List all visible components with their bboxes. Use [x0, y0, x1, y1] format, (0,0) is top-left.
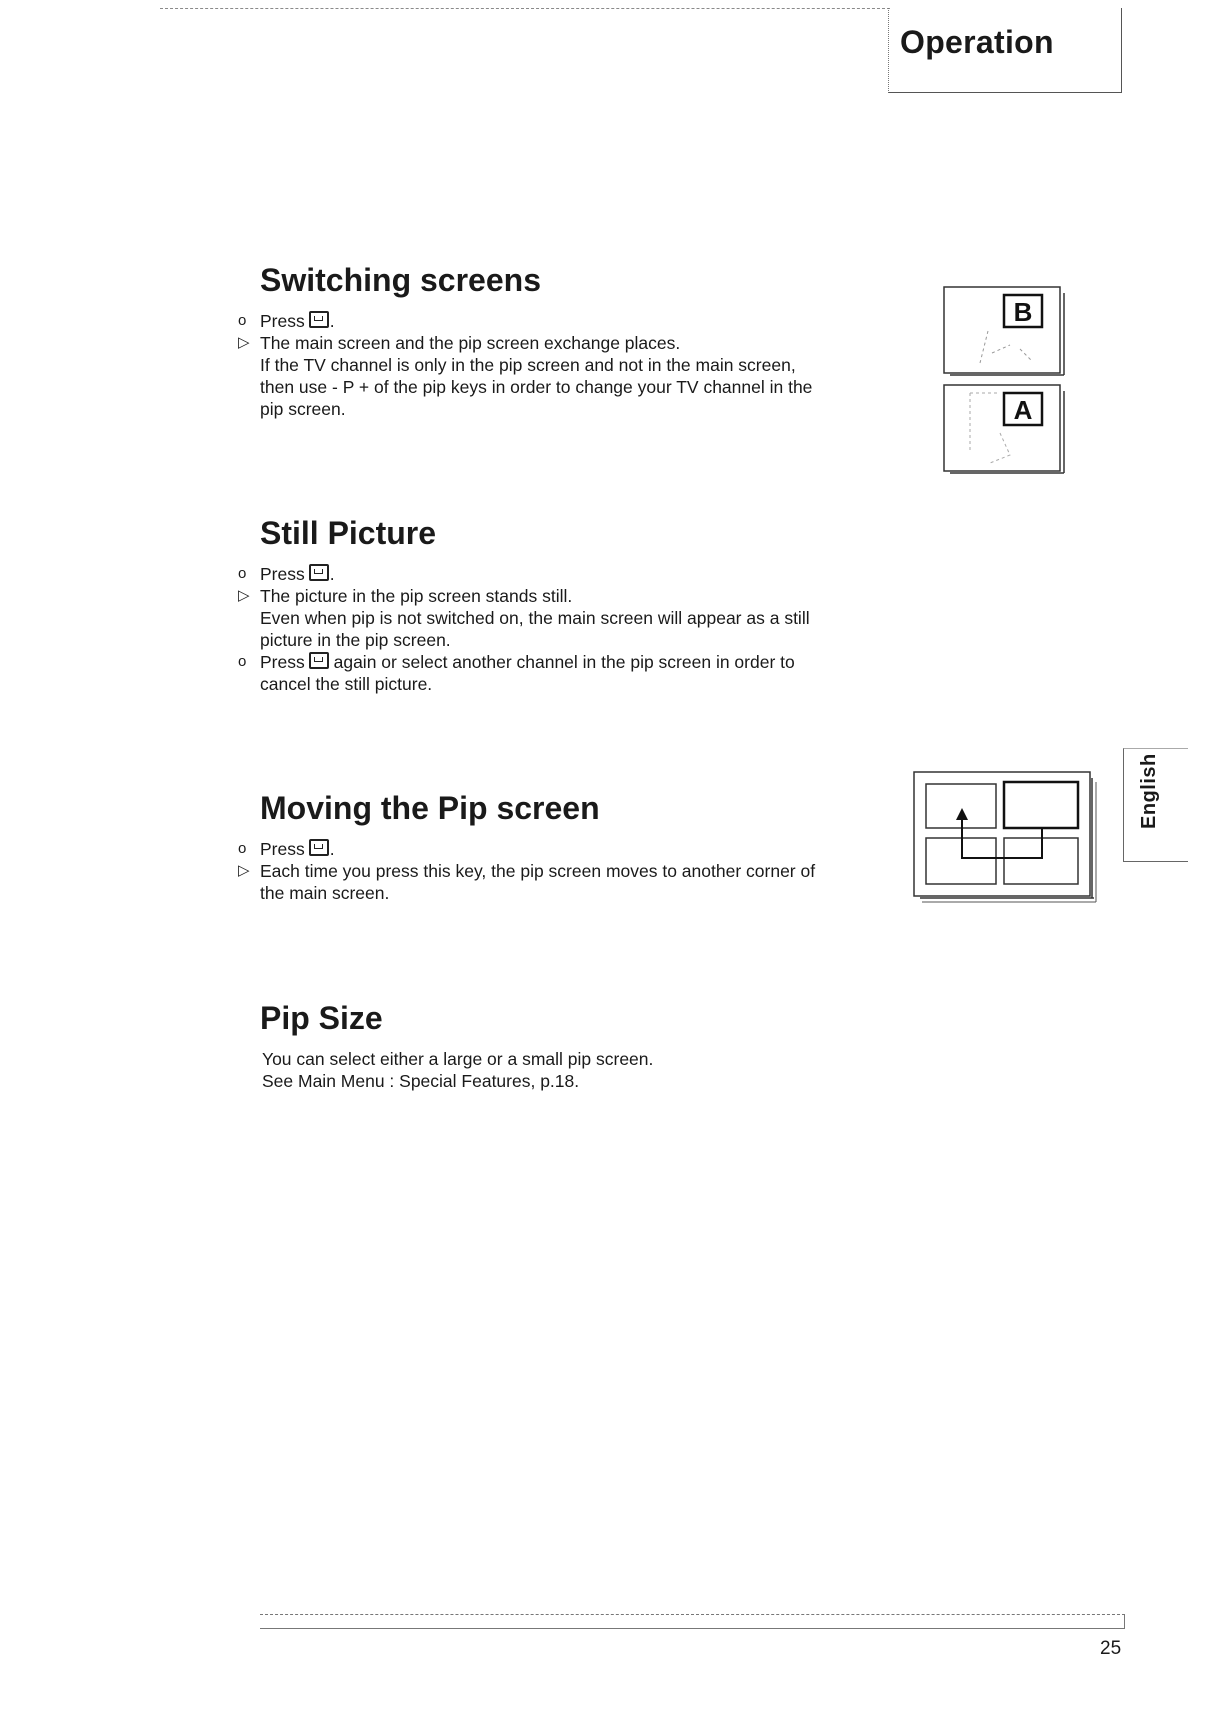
page-number: 25 [1100, 1638, 1122, 1659]
still-key-icon [309, 652, 329, 669]
step-line: Press . [260, 564, 335, 584]
footer-rule-cap [1124, 1614, 1125, 1628]
section-heading: Still Picture [260, 515, 437, 551]
step-line: pip screen. [260, 399, 346, 419]
section-heading: Pip Size [260, 1000, 383, 1036]
step-marker: o [238, 653, 247, 670]
section-heading: Moving the Pip screen [260, 790, 600, 826]
move-path-arrow [962, 816, 1042, 858]
step-marker: ▷ [238, 862, 250, 879]
section-heading: Switching screens [260, 262, 541, 298]
body-line: You can select either a large or a small pip screen. [262, 1049, 654, 1069]
step-line: Each time you press this key, the pip screen moves to another corner of [260, 861, 816, 881]
move-key-icon [309, 839, 329, 856]
figure-label-a: A [1013, 395, 1033, 425]
step-line: cancel the still picture. [260, 674, 433, 694]
step-text: Press [260, 652, 305, 672]
step-line [260, 651, 795, 673]
swap-key-icon [309, 311, 329, 328]
step-marker: o [238, 565, 247, 582]
step-line: Press . [260, 311, 335, 331]
step-text: Press [260, 564, 305, 584]
step-marker: o [238, 840, 247, 857]
top-rule [160, 8, 890, 9]
page-title: Operation [900, 24, 1054, 60]
body-line: See Main Menu : Special Features, p.18. [262, 1071, 580, 1091]
step-line: The main screen and the pip screen exchange places. [260, 333, 681, 353]
still-key-icon [309, 564, 329, 581]
step-marker: o [238, 312, 247, 329]
figure-label-b: B [1013, 297, 1033, 327]
language-label: English [1138, 753, 1160, 829]
step-line: picture in the pip screen. [260, 630, 451, 650]
swap-screens-figure [940, 283, 1070, 478]
step-line: The picture in the pip screen stands still. [260, 586, 573, 606]
step-line: If the TV channel is only in the pip screen and not in the main screen, [260, 355, 796, 375]
pip-corner-figure [912, 770, 1102, 905]
footer-rule [260, 1628, 1125, 1629]
step-line: Even when pip is not switched on, the main screen will appear as a still [260, 608, 810, 628]
step-line: then use - P + of the pip keys in order to change your TV channel in the [260, 377, 813, 397]
step-text: Press [260, 311, 305, 331]
step-marker: ▷ [238, 334, 250, 351]
pip-corner-top-right [1004, 782, 1078, 828]
step-text: again or select another channel in the pip screen in order to [333, 652, 795, 672]
step-text: Press [260, 839, 305, 859]
language-tab [1123, 748, 1188, 862]
step-line: the main screen. [260, 883, 390, 903]
step-line: Press . [260, 839, 335, 859]
footer-rule [260, 1614, 1125, 1615]
step-marker: ▷ [238, 587, 250, 604]
main-screen-frame [914, 772, 1090, 896]
